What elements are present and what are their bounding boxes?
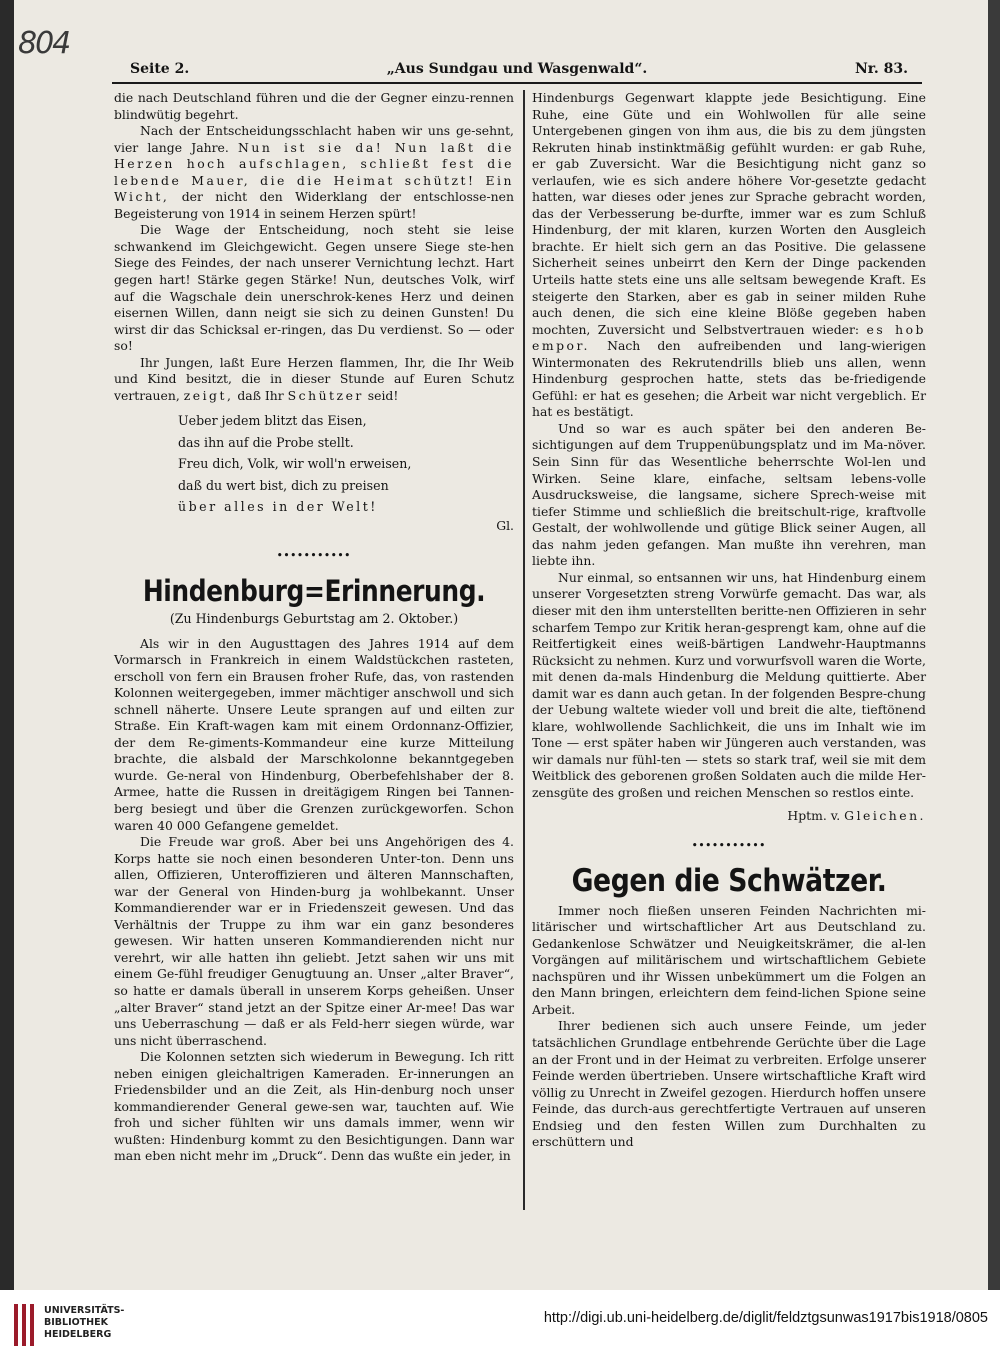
poem-line: daß du wert bist, dich zu preisen: [178, 477, 389, 493]
section-separator: •••••••••••: [691, 841, 767, 852]
spaced-text: Nun ist sie da! Nun laßt die Herzen hoch aufschlagen, schließt fest die lebende Mauer, die die Heimat schützt! Ein Wicht,: [114, 139, 514, 205]
paragraph: Die Wage der Entscheidung, noch steht sie leise schwankend im Gleichgewicht. Gegen unsere Siege ste-hen Siege des Feindes, der nach unserer Vernichtung lechzt. Hart gegen hart! Stärke gegen Stärke! Nun, deutsches Volk, wirf auf die Wagschale dein unerschrok-kenes Herz und deinen eisernen Willen, dann neigt sie sich zu deinen Gunsten! Du wirst dir das Schicksal er-ringen, das Du verdienst. So — oder so!: [114, 222, 514, 354]
left-column: [114, 90, 514, 1165]
spaced-text: es hob empor.: [532, 321, 926, 354]
poem-line: über alles in der Welt!: [178, 499, 378, 515]
intro-paragraph: die nach Deutschland führen und die der Gegner einzu-rennen blindwütig begehrt.: [114, 90, 514, 122]
article-subheading: (Zu Hindenburgs Geburtstag am 2. Oktober.): [169, 610, 459, 626]
institution-line: BIBLIOTHEK: [44, 1317, 108, 1328]
paragraph: Ihrer bedienen sich auch unsere Feinde, um jeder tatsächlichen Grundlage entbehrende Gerüchte über die Lage an der Front und in der Heimat zu verbreiten. Erfolge unserer Feinde werden übertrieben. Unsere wirtschaftliche Kraft wird völlig zu Unrecht in Zweifel gezogen. Hierdurch hoffen unsere Feinde, das durch-aus gerechtfertigte Vertrauen auf unseren Endsieg und den festen Willen zum Durchhalten zu erschüttern und: [532, 1018, 926, 1150]
text-run: Ihr Jungen, laßt Eure Herzen flammen, Ihr, die Ihr Weib und Kind besitzt, die in dieser Stunde auf Euren Schutz vertrauen,: [114, 354, 514, 403]
text-run: Nach den aufreibenden und lang-wierigen Wintermonaten des Rekrutendrills blieb uns allen, wenn Hindenburg gesprochen hatte, stets das be-friedigende Gefühl: er hat es gesehen; die Arbeit war nicht vergeblich. Er hat es bestätigt.: [532, 338, 926, 420]
section-separator: •••••••••••: [276, 551, 352, 562]
paragraph: Immer noch fließen unseren Feinden Nachrichten mi-litärischer und wirtschaftlicher Art aus Deutschland zu. Gedankenlose Schwätzer und Neuigkeitskrämer, die al-len Vorgängen auf militärischem und wirtschaftlichem Gebiete nachspüren und ihr Wissen unbekümmert um die Folgen an den Mann bringen, erleichtern dem feind-lichen Spione seine Arbeit.: [532, 902, 926, 1017]
page-header: [112, 61, 922, 83]
paragraph: Als wir in den Augusttagen des Jahres 1914 auf dem Vormarsch in Frankreich in einem Waldstückchen rasteten, erscholl von fern ein Brausen froher Rufe, das, von rastenden Kolonnen weitergegeben, immer mächtiger anschwoll und sich schnell näherte. Unsere Leute sprangen auf und eilten zur Straße. Ein Kraft-wagen kam mit einem Ordonnanz-Offizier, der dem Re-giments-Kommandeur eine kurze Mitteilung brachte, die alsbald der Marschkolonne bekanntgegeben wurde. Ge-neral von Hindenburg, Oberbefehlshaber der 8. Armee, hatte die Russen in dreitägigem Ringen bei Tannen-berg besiegt und über die Grenzen zurückgeworfen. Schon waren 40 000 Gefangene gemeldet.: [114, 635, 514, 833]
poem-line: Ueber jedem blitzt das Eisen,: [178, 413, 367, 429]
page-number: Seite 2.: [130, 61, 190, 77]
institution-line: HEIDELBERG: [44, 1329, 112, 1340]
spaced-text: Gleichen.: [844, 807, 926, 823]
right-column: [532, 90, 926, 1151]
poem: [178, 410, 514, 518]
newspaper-title: „Aus Sundgau und Wasgenwald“.: [386, 61, 648, 77]
poem-line: Freu dich, Volk, wir woll'n erweisen,: [178, 456, 412, 472]
paragraph: Nur einmal, so entsannen wir uns, hat Hindenburg einem unserer Vorgesetzten streng Vorwürfe gemacht. Das war, als dieser mit den ihm unterstellten beritte-nen Offizieren in sehr scharfem Tempo zur Kritik heran-gesprengt kam, ohne auf die Reitfertigkeit eines weiß-bärtigen Landwehr-Hauptmanns Rücksicht zu nehmen. Kurz und vorwurfsvoll waren die Worte, mit denen da-mals Hindenburg die Meldung quittierte. Aber damit war es dann auch getan. In der folgenden Bespre-chung der Uebung waltete wieder voll und breit die alte, tieftönend klare, wohlwollende Sachlichkeit, die uns im Inhalt wie im Tone — erst später haben wir Jüngeren auch verstanden, was wir damals nur fühl-ten — stets so stark traf, weil sie mit dem Weitblick des geborenen großen Soldaten auch die milde Her-zensgüte des großen und reichen Menschen so restlos einte.: [532, 569, 926, 800]
text-run: der nicht den Widerklang der entschlosse-nen Begeisterung von 1914 in seinem Herzen spürt!: [114, 189, 514, 221]
institution-name: [44, 1305, 124, 1341]
article-headline: Hindenburg=Erinnerung.: [142, 573, 486, 608]
spaced-text: Schützer: [287, 387, 364, 403]
article-headline: Gegen die Schwätzer.: [571, 862, 887, 899]
text-run: Nach der Entscheidungsschlacht haben wir uns ge-sehnt, vier lange Jahre.: [114, 123, 514, 155]
signature: Gl.: [496, 517, 514, 533]
text-run: Hindenburgs Gegenwart klappte jede Besichtigung. Eine Ruhe, eine Güte und ein Wohlwollen für alle seine Untergebenen gingen von ihm aus, die bis zu dem jüngsten Rekruten hinab instinktmäßig gefühlt wurden: er gab Ruhe, er gab Zuversicht. War die Besichtigung nicht ganz so verlaufen, wie es sich andere höhere Vor-gesetzte gedacht hatten, war dieses oder jenes zur Sprache gebracht worden, das der Verbesserung be-durfte, immer war es zum Schluß Hindenburg, der mit klaren, kurzen Worten den Ausgleich brachte. Er hielt sich gern an das Positive. Die gelassene Sicherheit seines unbeirrt den Kern der Dinge packenden Urteils hatte stets eine uns alle seltsam bewegende Kraft. Es steigerte den Starken, aber es gab in seiner milden Ruhe auch denen, die sich eine kleine Blöße gegeben haben mochten, Zuversicht und Selbstvertrauen wieder:: [532, 90, 926, 337]
text-run: Hptm. v.: [787, 807, 841, 823]
paragraph: Die Kolonnen setzten sich wiederum in Bewegung. Ich ritt neben einigen gleichaltrigen Kameraden. Er-innerungen an Friedensbilder und an die Zeit, als Hin-denburg noch unser kommandierender General gewe-sen war, tauchten auf. Wie froh und sicher fühlten wir uns damals immer, wenn wir wußten: Hindenburg kommt zu den Besichtigungen. Dann war man eben nicht mehr im „Druck“. Denn das wußte ein jeder, in: [114, 1049, 514, 1164]
header-rule: [112, 82, 922, 84]
university-logo-icon: [14, 1300, 34, 1350]
issue-number: Nr. 83.: [855, 61, 908, 77]
paragraph: [114, 355, 514, 405]
poem-line: das ihn auf die Probe stellt.: [178, 434, 354, 450]
column-divider: [523, 90, 525, 1210]
institution-line: UNIVERSITÄTS-: [44, 1305, 125, 1316]
paragraph: Und so war es auch später bei den anderen Be-sichtigungen auf dem Truppenübungsplatz und im Ma-növer. Sein Sinn für das Wesentliche beherrschte Wol-len und Wirken. Seine klare, einfache, seltsam lebens-volle Ausdrucksweise, die langsame, sichere Sprech-weise mit tiefer Stimme und schließlich die breitschult-rige, kraftvolle Gestalt, der wohlwollende und gütige Blick seiner Augen, all das nahm jeden gefangen. Man mußte ihn verehren, man liebte ihn.: [532, 420, 926, 569]
spaced-text: zeigt,: [183, 387, 234, 403]
source-url[interactable]: http://digi.ub.uni-heidelberg.de/diglit/feldztgsunwas1917bis1918/0805: [543, 1310, 988, 1326]
text-run: daß Ihr: [237, 387, 284, 403]
signature: [532, 808, 926, 825]
paragraph: Die Freude war groß. Aber bei uns Angehörigen des 4. Korps hatte sie noch einen besonderen Unter-ton. Denn uns allen, Offizieren, Unteroffizieren und älteren Mannschaften, war der General von Hinden-burg ja wohlbekannt. Unser Kommandierender war er in Friedenszeit gewesen. Und das Verhältnis der Truppe zu ihm war ein ganz besonderes gewesen. Wir hatten unseren Kommandierenden nicht nur verehrt, wir alle hatten ihn geliebt. Jetzt sahen wir uns mit einem Ge-fühl freudiger Genugtuung an. Unser „alter Braver“, so hatte er damals überall in unserem Korps geheißen. Unser „alter Braver“ stand jetzt an der Spitze einer Ar-mee! Das war uns Ueberraschung — daß er als Feld-herr siegen würde, war uns nicht überraschend.: [114, 834, 514, 1048]
paragraph: [532, 90, 926, 421]
archive-number: 804: [18, 26, 70, 61]
text-run: seid!: [367, 387, 399, 403]
paragraph: [114, 123, 514, 222]
